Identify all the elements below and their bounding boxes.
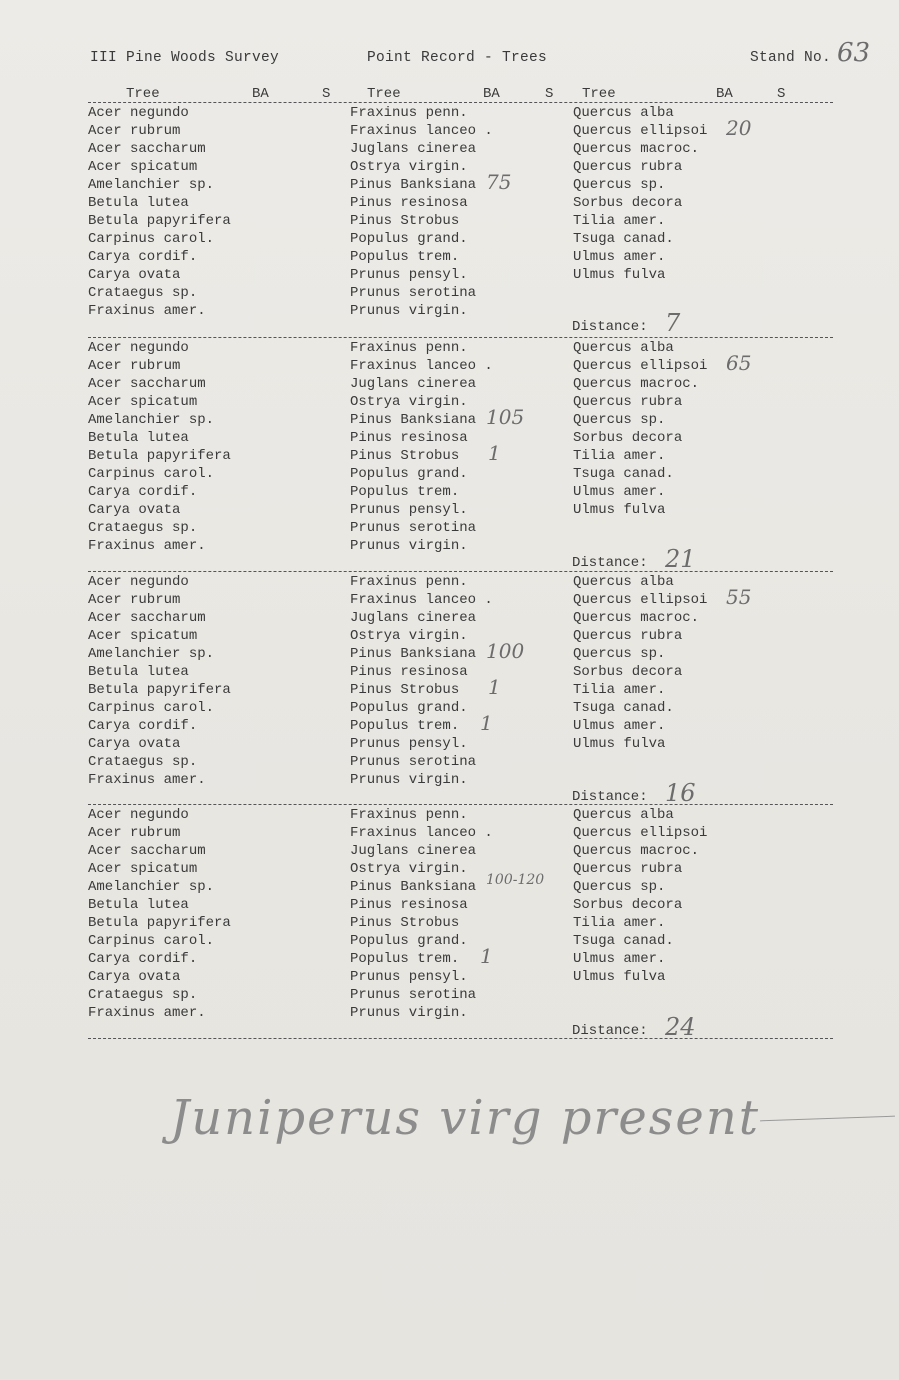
species-entry: Carya cordif. [88,718,198,734]
species-entry: Amelanchier sp. [88,412,215,428]
species-entry: Prunus virgin. [350,772,468,788]
species-entry: Quercus macroc. [573,610,700,626]
species-column-3 [573,339,707,519]
species-entry: Tsuga canad. [573,466,674,482]
species-entry: Quercus ellipsoi [573,825,708,841]
species-entry: Quercus rubra [573,394,683,410]
species-column-1 [88,806,231,1022]
stand-number: 63 [837,38,871,68]
species-column-2 [350,339,493,555]
species-entry: Quercus macroc. [573,376,700,392]
species-entry: Acer saccharum [88,610,206,626]
species-entry: Quercus alba [573,574,674,590]
species-entry: Pinus Strobus [350,682,460,698]
block-separator [88,571,833,572]
species-entry: Quercus ellipsoi [573,123,708,139]
species-entry: Betula lutea [88,664,189,680]
species-entry: Quercus rubra [573,159,683,175]
ba-note-pinus-banksiana: 105 [486,405,525,429]
species-entry: Sorbus decora [573,195,683,211]
species-entry: Tilia amer. [573,213,666,229]
ba-note-pinus-strobus: 1 [488,675,501,699]
col-ba-1: BA [252,86,269,102]
species-entry: Quercus alba [573,105,674,121]
species-entry: Crataegus sp. [88,520,198,536]
species-entry: Betula papyrifera [88,682,231,698]
species-entry: Populus grand. [350,700,468,716]
species-entry: Acer spicatum [88,628,198,644]
species-entry: Prunus serotina [350,754,477,770]
species-column-3 [573,573,707,753]
species-entry: Carya cordif. [88,951,198,967]
species-entry: Quercus ellipsoi [573,592,708,608]
record-block [88,573,833,789]
species-entry: Sorbus decora [573,430,683,446]
col-s-1: S [322,86,331,102]
species-entry: Carya ovata [88,736,181,752]
ba-note-quercus-ellipsoi: 65 [726,351,752,375]
species-entry: Sorbus decora [573,664,683,680]
survey-title: III Pine Woods Survey [90,50,280,66]
species-entry: Populus trem. [350,718,460,734]
species-entry: Prunus pensyl. [350,267,468,283]
block-separator [88,337,833,338]
record-block [88,806,833,1022]
species-entry: Acer saccharum [88,843,206,859]
record-block [88,104,833,320]
species-entry: Acer rubrum [88,358,181,374]
species-entry: Sorbus decora [573,897,683,913]
species-entry: Prunus pensyl. [350,736,468,752]
species-entry: Prunus serotina [350,520,477,536]
species-entry: Fraxinus lanceo . [350,358,493,374]
species-column-1 [88,573,231,789]
species-entry: Carya ovata [88,969,181,985]
species-entry: Acer rubrum [88,123,181,139]
species-entry: Pinus Strobus [350,213,460,229]
col-tree-3: Tree [582,86,616,102]
species-entry: Acer negundo [88,574,189,590]
species-entry: Populus trem. [350,951,460,967]
species-entry: Fraxinus penn. [350,105,468,121]
species-entry: Tilia amer. [573,448,666,464]
species-entry: Tilia amer. [573,682,666,698]
species-column-2 [350,104,493,320]
species-column-2 [350,806,493,1022]
species-entry: Carya cordif. [88,484,198,500]
ba-note-quercus-ellipsoi: 55 [726,585,752,609]
species-entry: Fraxinus amer. [88,538,206,554]
species-entry: Pinus Strobus [350,915,460,931]
species-entry: Ulmus amer. [573,249,666,265]
species-entry: Tsuga canad. [573,231,674,247]
species-entry: Quercus alba [573,340,674,356]
species-entry: Crataegus sp. [88,987,198,1003]
species-entry: Fraxinus amer. [88,772,206,788]
species-entry: Fraxinus amer. [88,1005,206,1021]
species-entry: Acer negundo [88,105,189,121]
species-column-3 [573,806,707,986]
block-separator [88,804,833,805]
species-entry: Tilia amer. [573,915,666,931]
species-entry: Carya ovata [88,502,181,518]
distance-value: 24 [665,1013,696,1041]
species-entry: Amelanchier sp. [88,879,215,895]
species-entry: Fraxinus penn. [350,807,468,823]
species-entry: Amelanchier sp. [88,177,215,193]
species-entry: Ulmus fulva [573,267,666,283]
species-entry: Carya cordif. [88,249,198,265]
species-entry: Pinus resinosa [350,430,468,446]
species-entry: Betula lutea [88,897,189,913]
species-entry: Prunus serotina [350,987,477,1003]
col-tree-2: Tree [367,86,401,102]
species-entry: Juglans cinerea [350,141,477,157]
record-block [88,339,833,555]
species-entry: Pinus Banksiana [350,879,477,895]
col-s-2: S [545,86,554,102]
column-headings [88,86,833,103]
species-entry: Betula papyrifera [88,448,231,464]
species-entry: Ulmus fulva [573,736,666,752]
species-entry: Quercus rubra [573,861,683,877]
species-entry: Crataegus sp. [88,285,198,301]
distance-value: 16 [665,779,696,807]
species-entry: Prunus pensyl. [350,502,468,518]
species-entry: Tsuga canad. [573,700,674,716]
species-entry: Betula papyrifera [88,915,231,931]
distance-label: Distance: [572,319,648,335]
distance-value: 7 [665,309,681,337]
species-entry: Acer spicatum [88,861,198,877]
species-entry: Quercus ellipsoi [573,358,708,374]
species-entry: Populus grand. [350,933,468,949]
species-entry: Pinus resinosa [350,664,468,680]
species-entry: Fraxinus penn. [350,574,468,590]
ba-note-populus-trem: 1 [480,711,493,735]
species-entry: Crataegus sp. [88,754,198,770]
species-entry: Ostrya virgin. [350,394,468,410]
species-entry: Prunus virgin. [350,1005,468,1021]
footer-note: Juniperus virg present [170,1090,761,1146]
species-entry: Carya ovata [88,267,181,283]
species-entry: Ostrya virgin. [350,861,468,877]
species-entry: Prunus virgin. [350,538,468,554]
species-entry: Acer negundo [88,340,189,356]
species-entry: Acer spicatum [88,159,198,175]
species-column-3 [573,104,707,284]
species-entry: Ulmus amer. [573,484,666,500]
species-entry: Populus grand. [350,466,468,482]
species-entry: Ulmus amer. [573,718,666,734]
species-entry: Quercus rubra [573,628,683,644]
species-entry: Pinus Banksiana [350,177,477,193]
species-entry: Prunus serotina [350,285,477,301]
ba-note-quercus-ellipsoi: 20 [726,116,752,140]
species-entry: Quercus macroc. [573,141,700,157]
species-entry: Betula papyrifera [88,213,231,229]
species-entry: Ulmus fulva [573,969,666,985]
species-entry: Populus grand. [350,231,468,247]
species-entry: Quercus sp. [573,879,666,895]
species-entry: Prunus pensyl. [350,969,468,985]
block-separator [88,1038,833,1039]
species-entry: Fraxinus penn. [350,340,468,356]
species-column-2 [350,573,493,789]
species-column-1 [88,104,231,320]
ba-note-pinus-banksiana: 75 [486,170,512,194]
species-entry: Juglans cinerea [350,843,477,859]
species-entry: Quercus sp. [573,177,666,193]
distance-label: Distance: [572,555,648,571]
species-entry: Fraxinus amer. [88,303,206,319]
species-entry: Acer negundo [88,807,189,823]
col-ba-2: BA [483,86,500,102]
species-entry: Quercus sp. [573,412,666,428]
species-entry: Pinus resinosa [350,897,468,913]
species-column-1 [88,339,231,555]
species-entry: Pinus Banksiana [350,646,477,662]
species-entry: Fraxinus lanceo . [350,123,493,139]
species-entry: Juglans cinerea [350,376,477,392]
distance-value: 21 [665,545,696,573]
species-entry: Ostrya virgin. [350,159,468,175]
distance-label: Distance: [572,1023,648,1039]
species-entry: Quercus sp. [573,646,666,662]
species-entry: Juglans cinerea [350,610,477,626]
species-entry: Fraxinus lanceo . [350,592,493,608]
species-entry: Betula lutea [88,430,189,446]
col-tree-1: Tree [126,86,160,102]
species-entry: Ulmus amer. [573,951,666,967]
species-entry: Quercus macroc. [573,843,700,859]
species-entry: Ostrya virgin. [350,628,468,644]
ba-note-pinus-strobus: 1 [488,441,501,465]
species-entry: Acer saccharum [88,376,206,392]
ba-note-pinus-banksiana: 100-120 [486,872,545,888]
species-entry: Acer rubrum [88,825,181,841]
col-s-3: S [777,86,786,102]
ba-note-pinus-banksiana: 100 [486,639,525,663]
stand-label: Stand No. [750,50,832,66]
species-entry: Carpinus carol. [88,466,215,482]
species-entry: Carpinus carol. [88,700,215,716]
species-entry: Acer spicatum [88,394,198,410]
species-entry: Populus trem. [350,249,460,265]
species-entry: Populus trem. [350,484,460,500]
species-entry: Acer rubrum [88,592,181,608]
species-entry: Amelanchier sp. [88,646,215,662]
species-entry: Prunus virgin. [350,303,468,319]
ba-note-populus-trem: 1 [480,944,493,968]
species-entry: Quercus alba [573,807,674,823]
col-ba-3: BA [716,86,733,102]
distance-label: Distance: [572,789,648,805]
species-entry: Pinus resinosa [350,195,468,211]
species-entry: Tsuga canad. [573,933,674,949]
species-entry: Carpinus carol. [88,933,215,949]
species-entry: Betula lutea [88,195,189,211]
species-entry: Pinus Strobus [350,448,460,464]
species-entry: Acer saccharum [88,141,206,157]
species-entry: Carpinus carol. [88,231,215,247]
species-entry: Ulmus fulva [573,502,666,518]
species-entry: Pinus Banksiana [350,412,477,428]
record-title: Point Record - Trees [367,50,548,66]
species-entry: Fraxinus lanceo . [350,825,493,841]
